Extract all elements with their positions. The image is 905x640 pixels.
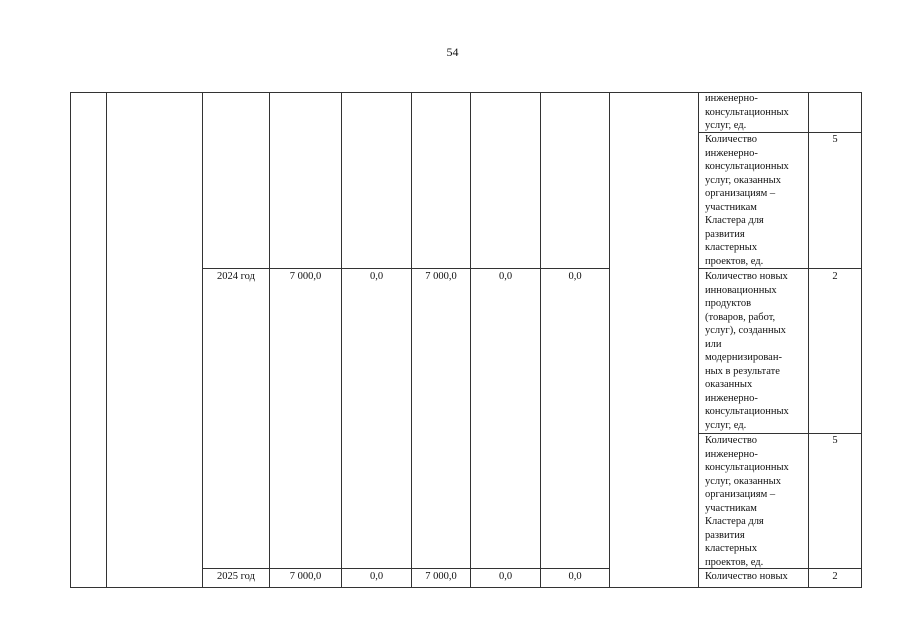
- value-cell: 0,0: [498, 571, 513, 582]
- table-border-right: [861, 92, 862, 588]
- year-cell: 2024 год: [217, 271, 255, 282]
- table-border-bottom: [70, 587, 862, 588]
- table-border-left: [70, 92, 71, 588]
- row-divider: [698, 268, 862, 269]
- column-divider: [341, 92, 342, 588]
- value-cell: 7 000,0: [425, 271, 457, 282]
- year-cell: 2025 год: [217, 571, 255, 582]
- indicator-cell: Количество новых инновационных продуктов (товаров, работ, услуг), созданных или модернизирован- ных в результате оказанных инженерно- консультационных услуг, ед.: [705, 271, 789, 431]
- value-cell: 7 000,0: [425, 571, 457, 582]
- value-cell: 0,0: [369, 271, 384, 282]
- column-divider: [202, 92, 203, 588]
- row-divider: [202, 568, 609, 569]
- page-number: 54: [446, 45, 459, 59]
- target-cell: 2: [832, 271, 838, 282]
- value-cell: 7 000,0: [289, 271, 322, 282]
- data-table: [70, 92, 862, 588]
- indicator-cell: Количество новых: [705, 571, 788, 582]
- target-cell: 2: [832, 571, 838, 582]
- value-cell: 7 000,0: [289, 571, 322, 582]
- column-divider: [269, 92, 270, 588]
- target-cell: 5: [832, 134, 838, 145]
- target-cell: 5: [832, 435, 838, 446]
- column-divider: [540, 92, 541, 588]
- column-divider: [411, 92, 412, 588]
- column-divider: [470, 92, 471, 588]
- value-cell: 0,0: [369, 571, 384, 582]
- value-cell: 0,0: [568, 571, 582, 582]
- indicator-cell: инженерно- консультационных услуг, ед.: [705, 93, 789, 131]
- row-divider: [202, 268, 609, 269]
- column-divider: [106, 92, 107, 588]
- column-divider: [609, 92, 610, 588]
- indicator-cell: Количество инженерно- консультационных услуг, оказанных организациям – участникам Кластера для развития кластерных проектов, ед.: [705, 435, 789, 568]
- value-cell: 0,0: [498, 271, 513, 282]
- value-cell: 0,0: [568, 271, 582, 282]
- indicator-cell: Количество инженерно- консультационных услуг, оказанных организациям – участникам Кластера для развития кластерных проектов, ед.: [705, 134, 789, 267]
